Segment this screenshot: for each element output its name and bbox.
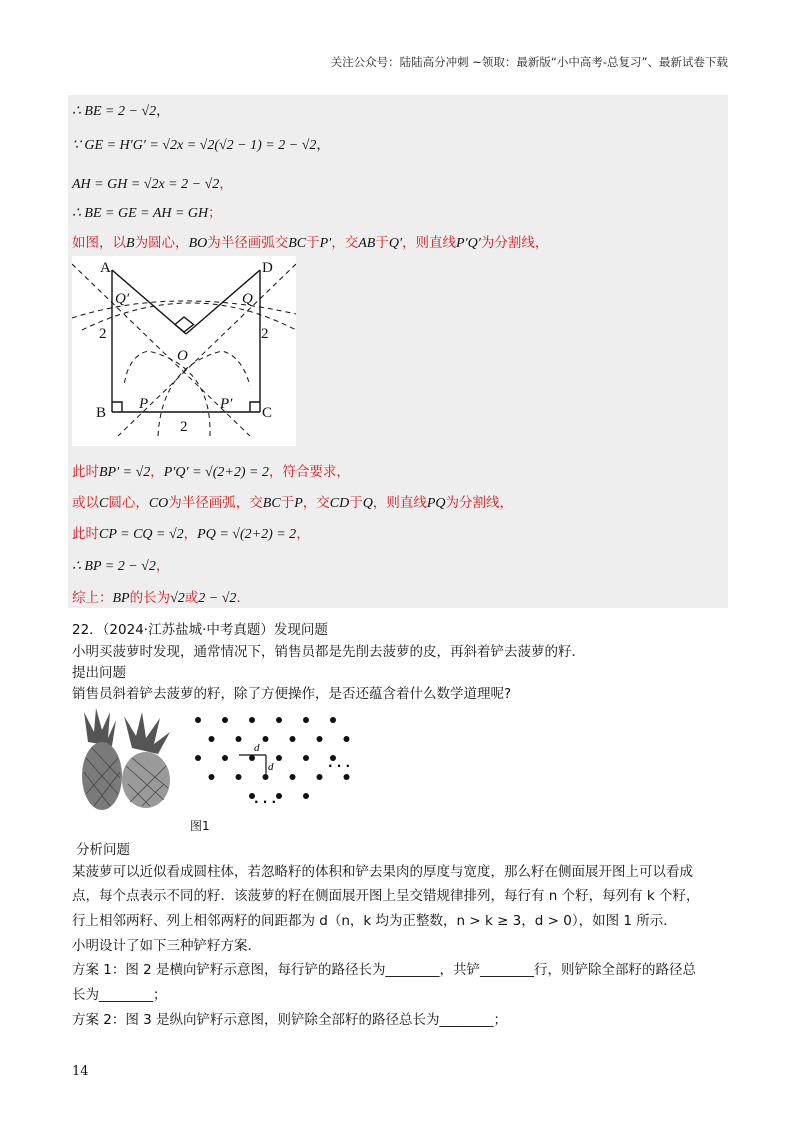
seed-dot: [195, 755, 201, 761]
math: PQ = √(2+2) = 2: [197, 527, 297, 542]
punct: ；: [208, 205, 222, 221]
text: 为分割线，: [445, 495, 513, 511]
problem-paragraph-6: 小明设计了如下三种铲籽方案．: [72, 938, 261, 954]
seed-dot: [303, 793, 309, 799]
text: ，: [183, 526, 198, 542]
seed-dot: [276, 793, 282, 799]
seed-pattern-figure: [188, 710, 358, 814]
seed-dot: [222, 755, 228, 761]
text: 为半径画弧交: [207, 235, 289, 251]
seed-dot: [344, 774, 350, 780]
seed-dot: [317, 774, 323, 780]
text: ，交: [302, 495, 330, 511]
text: 或以: [72, 495, 99, 511]
square-division-figure: [72, 256, 296, 446]
spacing-label-row: d: [254, 742, 260, 754]
text: ，交: [331, 235, 359, 251]
math: ∵ GE = H′G′ = √2x = √2(√2 − 1) = 2 − √2: [72, 138, 317, 153]
label-b: B: [96, 405, 107, 421]
dashed-arc-1: [72, 301, 296, 318]
problem-paragraph-4: 点，每个点表示不同的籽．该菠萝的籽在侧面展开图上呈交错规律排列，每行有 n 个籽，每列有 k 个籽，: [72, 888, 700, 904]
math: CD: [329, 496, 350, 511]
text: 于: [375, 235, 389, 251]
text: 于: [349, 495, 363, 511]
seed-dot: [330, 717, 336, 723]
solution-line-10: [72, 586, 250, 607]
label-o: O: [177, 348, 188, 364]
seed-dot: [209, 736, 215, 742]
problem-heading-analyze: 分析问题: [76, 842, 130, 858]
seed-dot: [290, 736, 296, 742]
problem-paragraph-1: 小明买菠萝时发现，通常情况下，销售员都是先削去菠萝的皮，再斜着铲去菠萝的籽．: [72, 644, 585, 660]
math: Q: [362, 496, 373, 511]
punct: ，: [316, 137, 330, 153]
solution-line-4: [72, 201, 222, 222]
math: C: [99, 496, 109, 511]
text: 综上：: [72, 590, 113, 606]
solution-line-1: [72, 99, 170, 120]
seed-dot: [263, 774, 269, 780]
label-p-prime: P′: [220, 396, 233, 412]
pineapple-image: [80, 708, 176, 812]
right-angle-b: [112, 402, 122, 412]
text: 于: [306, 235, 320, 251]
solution-line-9: [72, 554, 169, 575]
math: AB: [358, 236, 376, 251]
text: 于: [280, 495, 295, 511]
math: BO: [188, 236, 208, 251]
text: ，则直线: [372, 495, 427, 511]
seed-dot: [249, 717, 255, 723]
text: ，: [296, 526, 310, 542]
right-angle-c: [250, 402, 260, 412]
punct: ，: [219, 176, 233, 192]
math: BC: [262, 496, 281, 511]
solution-line-5: [72, 231, 548, 252]
solution-line-3: [72, 172, 233, 193]
problem-title: 22．（2024·江苏盐城·中考真题）发现问题: [72, 622, 328, 638]
problem-heading-raise: 提出问题: [72, 665, 126, 681]
label-left-side: 2: [99, 326, 107, 342]
problem-paragraph-3: 某菠萝可以近似看成圆柱体，若忽略籽的体积和铲去果肉的厚度与宽度，那么籽在侧面展开图上可以看成: [72, 864, 693, 880]
text: 此时: [72, 526, 99, 542]
problem-scheme-2: 方案 2：图 3 是纵向铲籽示意图，则铲除全部籽的路径总长为________；: [72, 1012, 508, 1028]
ellipsis-bottom: · · ·: [254, 795, 277, 809]
seed-dot: [263, 736, 269, 742]
label-p: P: [139, 396, 149, 412]
text: 圆心，: [108, 495, 149, 511]
text: 如图，以: [72, 235, 126, 251]
solution-line-6: [72, 460, 350, 481]
problem-scheme-1-cont: 长为________；: [72, 987, 167, 1003]
label-q-prime: Q′: [115, 291, 130, 307]
math: P′: [319, 236, 332, 251]
math: P′Q′ = √(2+2) = 2: [163, 465, 269, 480]
page-number: 14: [72, 1064, 89, 1079]
math: BC: [288, 236, 307, 251]
math: ∴ BP = 2 − √2: [72, 559, 156, 574]
seed-dot: [303, 717, 309, 723]
text: 或: [184, 590, 199, 606]
math: √2: [170, 591, 185, 606]
seed-dot: [209, 774, 215, 780]
math: AH = GH = √2x = 2 − √2: [72, 177, 220, 192]
problem-scheme-1: 方案 1：图 2 是横向铲籽示意图，每行铲的路径长为________，共铲________行，则铲除全部籽的路径总: [72, 962, 697, 978]
label-a: A: [100, 260, 111, 276]
math: Q′: [388, 236, 403, 251]
text: ．: [236, 590, 250, 606]
text: ，: [150, 464, 164, 480]
ellipsis-right: · · ·: [328, 759, 351, 773]
problem-paragraph-2: 销售员斜着铲去菠萝的籽，除了方便操作，是否还蕴含着什么数学道理呢?: [72, 686, 512, 702]
math: ∴ BE = GE = AH = GH: [72, 206, 209, 221]
label-q: Q: [242, 291, 253, 307]
figure-1-caption: 图1: [190, 819, 210, 833]
math: B: [126, 236, 135, 251]
label-right-side: 2: [261, 326, 269, 342]
seed-dot: [290, 774, 296, 780]
dashed-arc-4: [124, 351, 210, 436]
text: ，则直线: [402, 235, 457, 251]
solution-line-8: [72, 522, 310, 543]
text: 此时: [72, 464, 99, 480]
label-d: D: [262, 260, 273, 276]
math: P: [294, 496, 303, 511]
text: 的长为: [129, 590, 171, 606]
solution-line-2: [72, 133, 330, 154]
math: 2 − √2: [198, 591, 237, 606]
seed-dot: [317, 736, 323, 742]
solution-line-7: [72, 491, 513, 512]
seed-dot: [344, 736, 350, 742]
spacing-label-col: d: [268, 761, 274, 773]
text: 为半径画弧，交: [168, 495, 263, 511]
seed-dot: [236, 736, 242, 742]
geometry-diagram: [72, 256, 296, 446]
math: P′Q′: [456, 236, 481, 251]
label-c: C: [262, 405, 273, 421]
problem-paragraph-5: 行上相邻两籽、列上相邻两籽的间距都为 d（n，k 均为正整数，n > k ≥ 3，d > 0），如图 1 所示．: [72, 913, 677, 929]
seed-dots-diagram: [188, 710, 358, 814]
seed-dot: [303, 755, 309, 761]
seed-dot: [249, 755, 255, 761]
pineapple-photo: [80, 708, 176, 812]
label-bottom-side: 2: [180, 419, 188, 435]
math: CO: [148, 496, 169, 511]
seed-dot: [276, 755, 282, 761]
math: BP′ = √2: [99, 465, 151, 480]
seed-dot: [276, 717, 282, 723]
math: BP: [112, 591, 130, 606]
seed-dot: [195, 717, 201, 723]
math: ∴ BE = 2 − √2: [72, 104, 157, 119]
punct: ，: [155, 558, 170, 574]
page-header: 关注公众号：陆陆高分冲刺 ~领取：最新版“小中高考-总复习”、最新试卷下载: [330, 55, 728, 69]
text: 为分割线，: [480, 235, 549, 251]
seed-dot: [236, 774, 242, 780]
math: CP = CQ = √2: [99, 527, 184, 542]
text: 为圆心，: [134, 235, 189, 251]
punct: ，: [156, 103, 170, 119]
text: ，符合要求，: [268, 464, 350, 480]
math: PQ: [426, 496, 446, 511]
seed-dot: [222, 717, 228, 723]
